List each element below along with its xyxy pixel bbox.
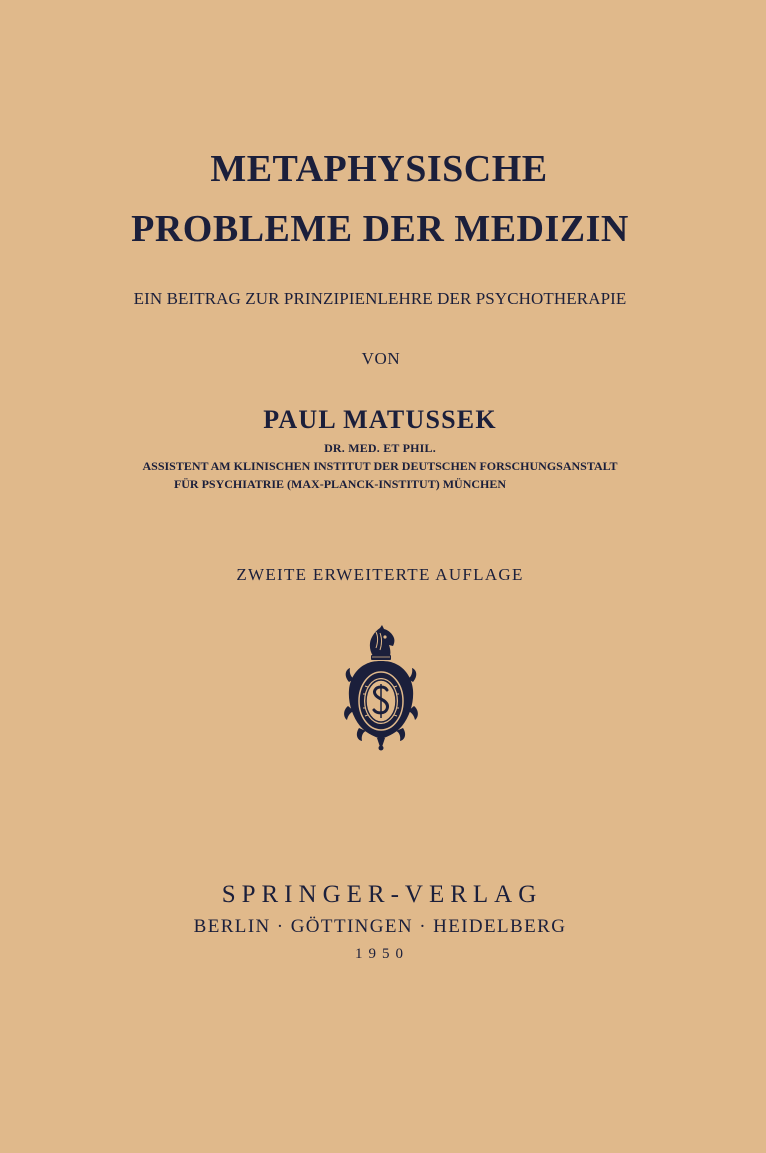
subtitle: EIN BEITRAG ZUR PRINZIPIENLEHRE DER PSYCHOTHERAPIE: [133, 289, 627, 308]
publisher-name: SPRINGER-VERLAG: [221, 881, 543, 908]
author-degree: DR. MED. ET PHIL.: [324, 441, 436, 455]
title-line-2: PROBLEME DER MEDIZIN: [131, 208, 629, 250]
title-line-1: METAPHYSISCHE: [210, 148, 548, 190]
publication-year: 1950: [355, 946, 409, 962]
byline: VON: [361, 349, 401, 368]
author-affiliation-line-2: FÜR PSYCHIATRIE (MAX-PLANCK-INSTITUT) MÜNCHEN: [173, 477, 507, 491]
publisher-cities: BERLIN · GÖTTINGEN · HEIDELBERG: [193, 916, 567, 937]
springer-knight-logo-icon: [343, 624, 419, 752]
edition: ZWEITE ERWEITERTE AUFLAGE: [236, 565, 524, 584]
author-name: PAUL MATUSSEK: [263, 405, 497, 434]
author-affiliation-line-1: ASSISTENT AM KLINISCHEN INSTITUT DER DEUTSCHEN FORSCHUNGSANSTALT: [142, 459, 618, 473]
